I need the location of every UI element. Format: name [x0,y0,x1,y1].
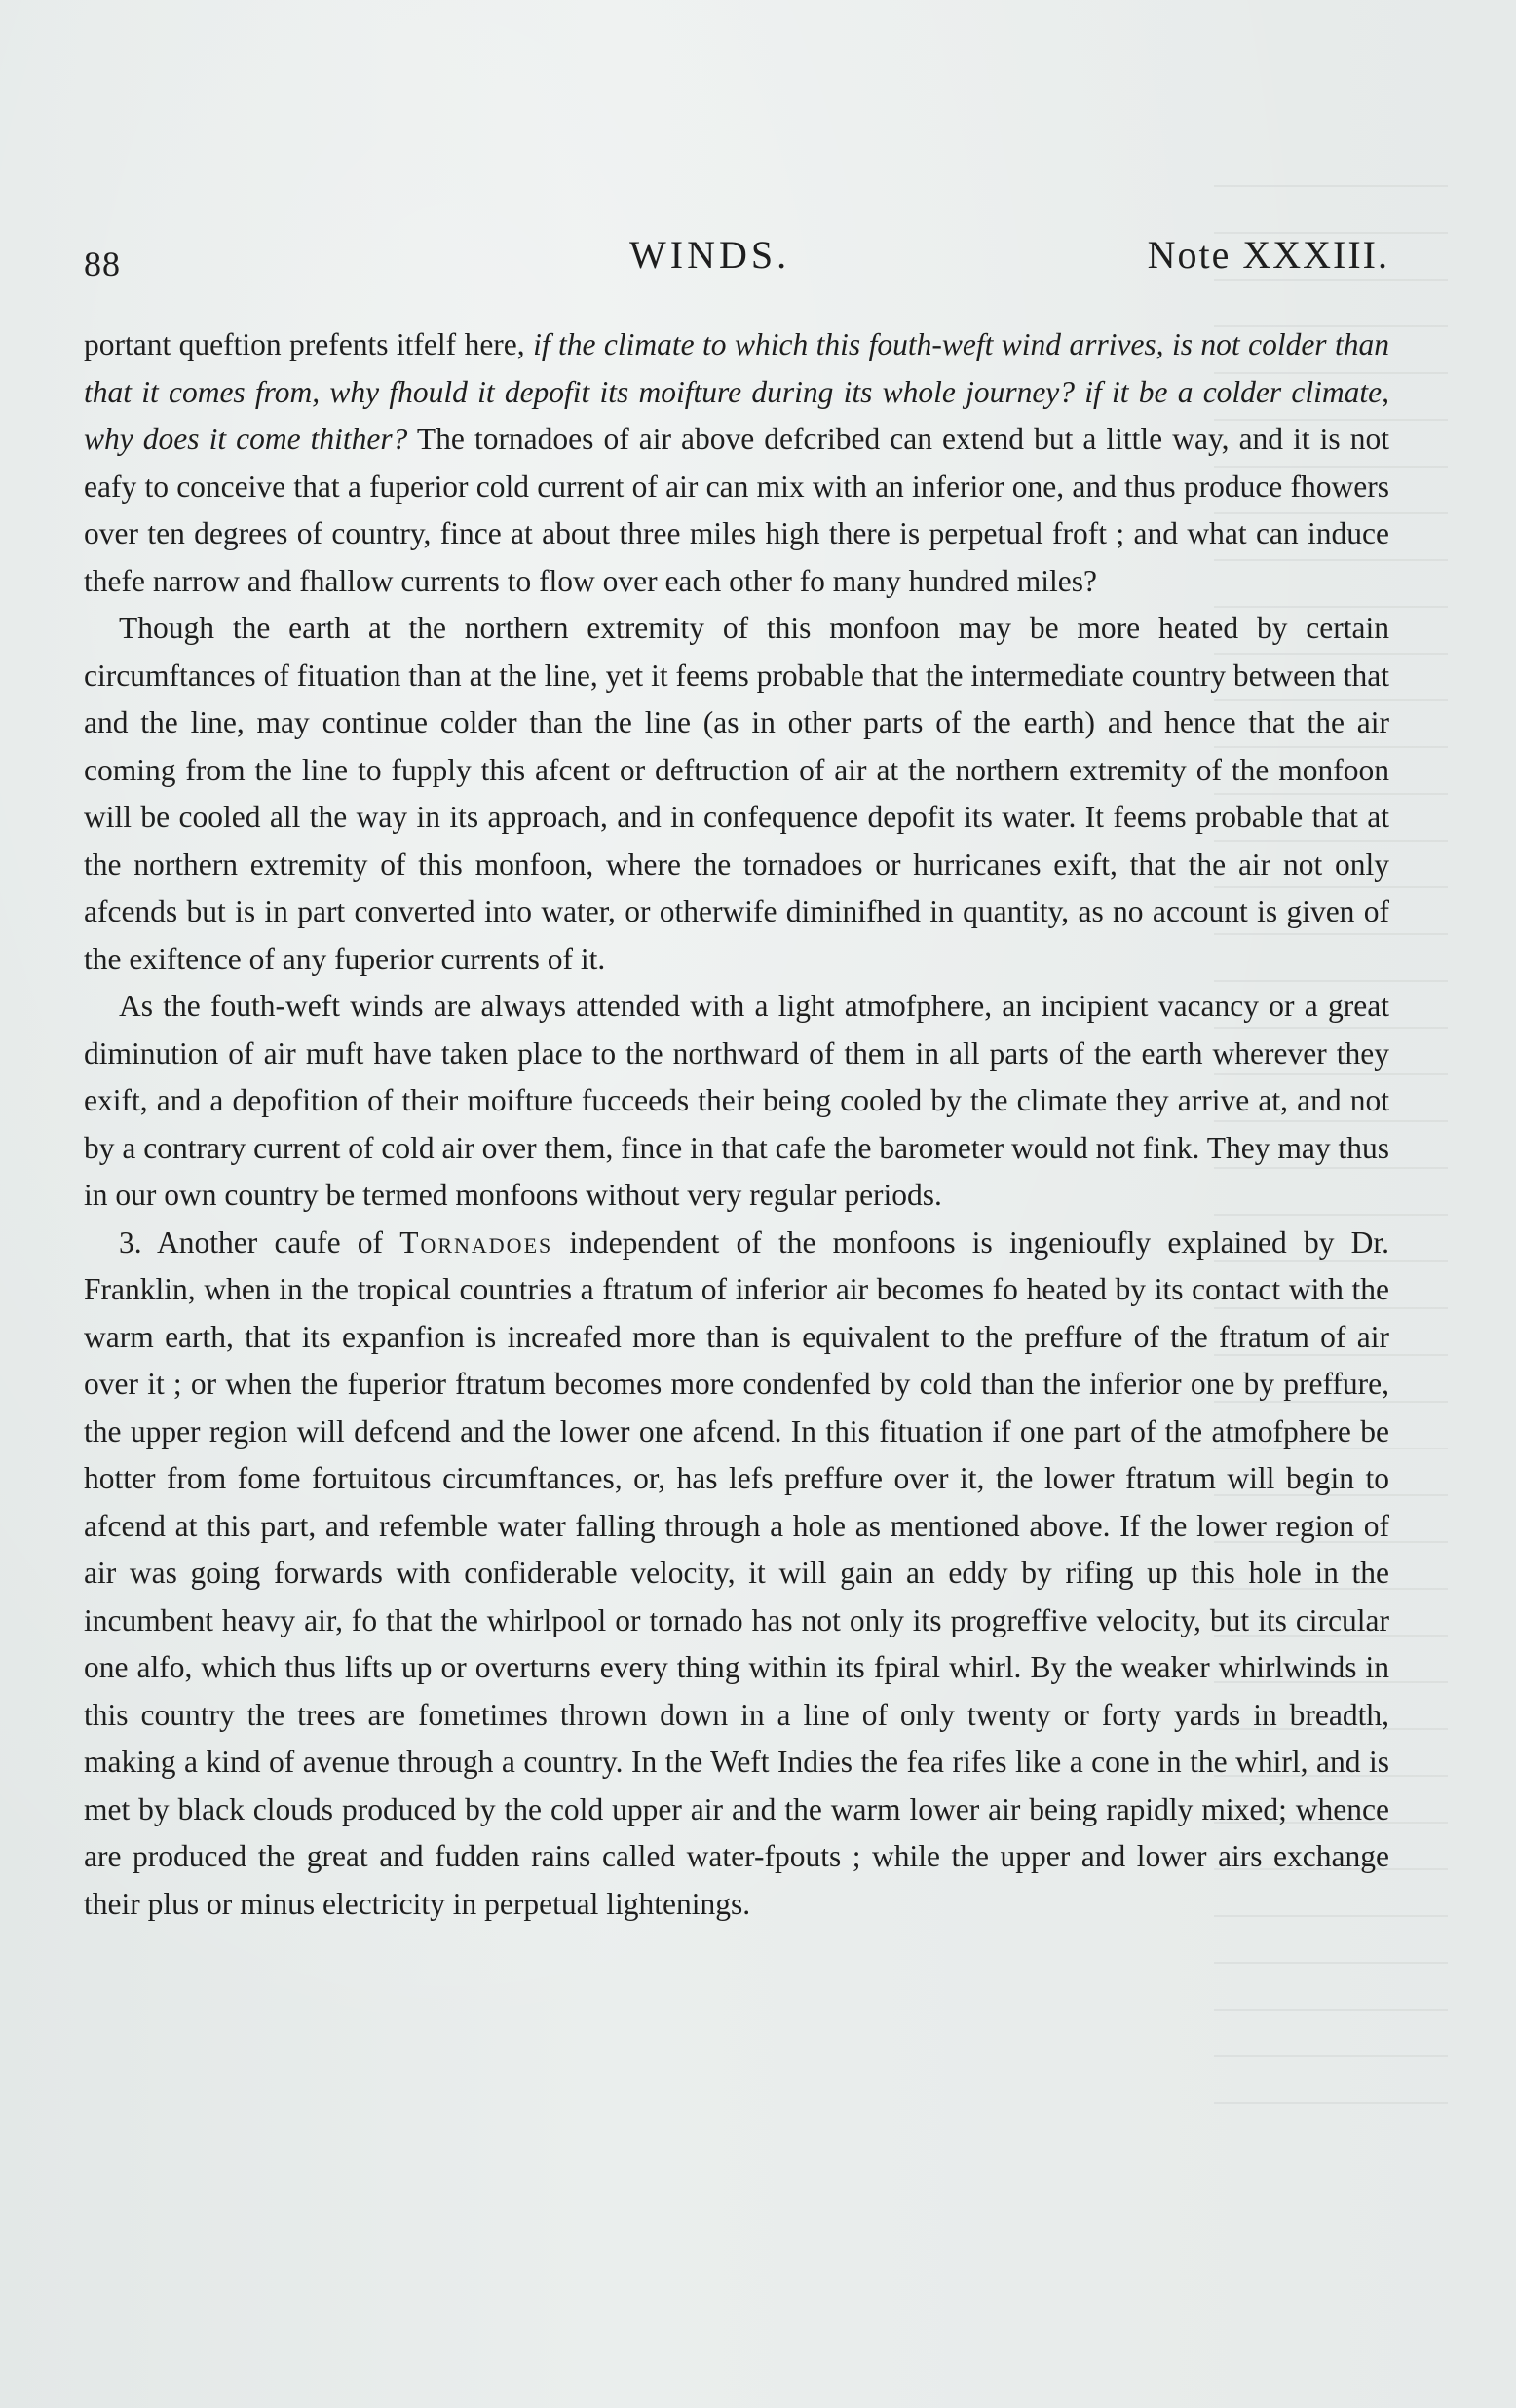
page-header [84,226,1399,284]
paragraph-4-text: independent of the monfoons is ingenioufly explained by Dr. Franklin, when in the tropical countries a ftratum of inferior air becomes fo heated by its contact with the warm earth, that its expanfion is increafed more than is equivalent to the preffure of the ftratum of air over it ; or when the fuperior ftratum becomes more condenfed by cold than the inferior one by preffure, the upper region will defcend and the lower one afcend. In this fituation if one part of the atmofphere be hotter from fome fortuitous circumftances, or, has lefs preffure over it, the lower ftratum will begin to afcend at this part, and refemble water falling through a hole as mentioned above. If the lower region of air was going forwards with confiderable velocity, it will gain an eddy by rifing up this hole in the incumbent heavy air, fo that the whirlpool or tornado has not only its progreffive velocity, but its circular one alfo, which thus lifts up or overturns every thing within its fpiral whirl. By the weaker whirlwinds in this country the trees are fometimes thrown down in a line of only twenty or forty yards in breadth, making a kind of avenue through a country. In the Weft Indies the fea rifes like a cone in the whirl, and is met by black clouds produced by the cold upper air and the warm lower air being rapidly mixed; whence are produced the great and fudden rains called water-fpouts ; while the upper and lower airs exchange their plus or minus electricity in perpetual lightenings. [84,1224,1390,1921]
paragraph-1-italic-question: if the climate to which this fouth-weft wind arrives, is not colder than that it comes from, why fhould it depofit its moifture during its whole journey? if it be a colder climate, why does it come thither? [84,327,1389,456]
paragraph-1-text: portant queftion prefents itfelf here, [84,327,534,361]
body-text [84,321,1389,1928]
paragraph-2: Though the earth at the northern extremity of this monfoon may be more heated by certain circumftances of fituation than at the line, yet it feems probable that the intermediate country between that and the line, may continue colder than the line (as in other parts of the earth) and hence that the air coming from the line to fupply this afcent or deftruction of air at the northern extremity of the monfoon will be cooled all the way in its approach, and in confequence depofit its water. It feems probable that at the northern extremity of this monfoon, where the tornadoes or hurricanes exift, that the air not only afcends but is in part converted into water, or otherwife diminifhed in quantity, as no account is given of the exiftence of any fuperior currents of it. [84,611,1389,976]
tornadoes-smallcaps: Tornadoes [399,1224,553,1260]
paragraph-3: As the fouth-weft winds are always attended with a light atmofphere, an incipient vacancy or a great diminution of air muft have taken place to the northward of them in all parts of the earth wherever they exift, and a depofition of their moifture fucceeds their being cooled by the climate they arrive at, and not by a contrary current of cold air over them, fince in that cafe the barometer would not fink. They may thus in our own country be termed monfoons without very regular periods. [84,989,1389,1212]
paragraph-1 [84,321,1389,605]
paragraph-4-lead: 3. Another caufe of [119,1224,400,1260]
paragraph-1-continuation: The tornadoes of air above defcribed can extend but a little way, and it is not eafy to conceive that a fuperior cold current of air can mix with an inferior one, and thus produce fhowers over ten degrees of country, fince at about three miles high there is perpetual froft ; and what can induce thefe narrow and fhallow currents to flow over each other fo many hundred miles? [84,422,1389,598]
note-label: Note XXXIII. [1147,233,1389,277]
running-title: WINDS. [629,233,791,277]
page-number: 88 [84,245,121,283]
paragraph-4 [84,1220,1389,1929]
